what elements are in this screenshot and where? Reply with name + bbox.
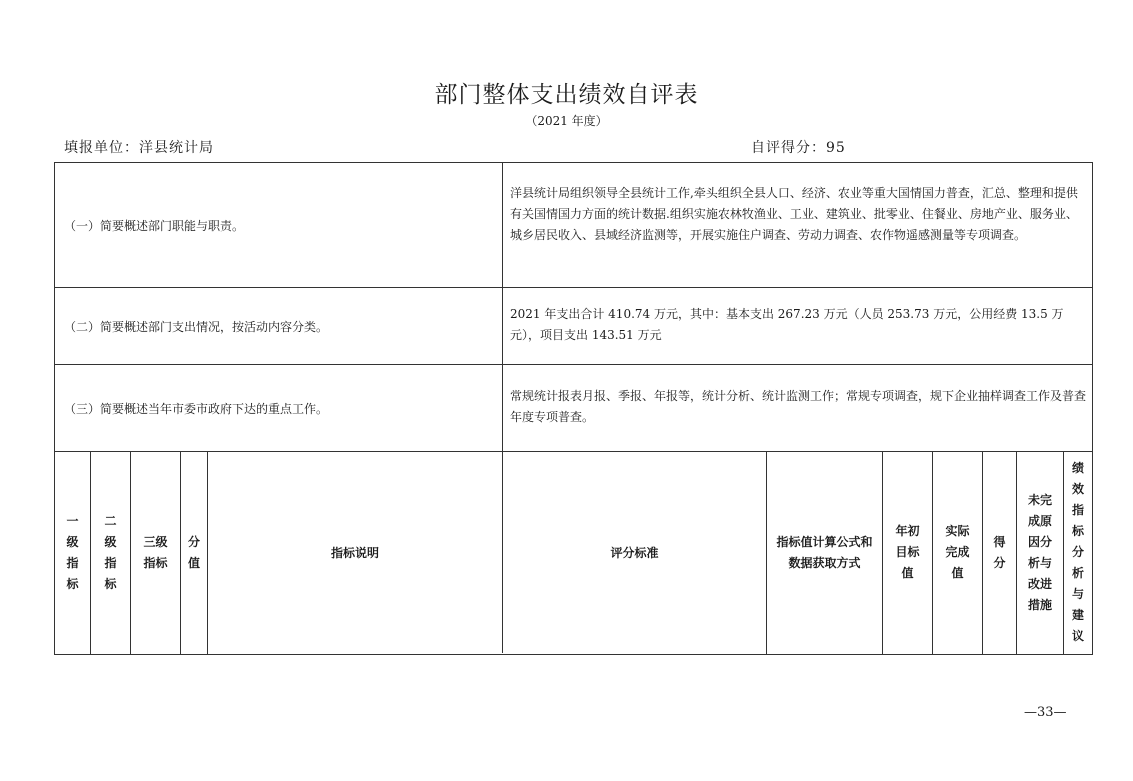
header-actual-value: 实际完成值 [945,524,970,580]
header-level3-indicator: 三级指标 [143,534,168,570]
year-subtitle: （2021 年度） [525,114,608,128]
reporting-unit: 填报单位：洋县统计局 [64,140,214,156]
header-performance-analysis: 绩效指标分析与建议 [1071,461,1084,643]
section-2-label: （二）简要概述部门支出情况，按活动内容分类。 [64,320,329,334]
header-indicator-description: 指标说明 [330,546,379,560]
row-divider [54,287,1093,288]
header-calculation-method: 指标值计算公式和数据获取方式 [776,534,873,570]
section-1-content: 洋县统计局组织领导全县统计工作,牵头组织全县人口、经济、农业等重大国情国力普查，汇总、整理和提供有关国情国力方面的统计数据.组织实施农林牧渔业、工业、建筑业、批零业、住餐业、房地产业、服务业、城乡居民收入、县域经济监测等，开展实施住户调查、劳动力调查、农作物遥感测量等专项调查。 [510,186,1078,242]
section-3-label: （三）简要概述当年市委市政府下达的重点工作。 [64,402,329,416]
section-1-label: （一）简要概述部门职能与职责。 [64,219,245,233]
header-score-value: 分值 [187,534,200,570]
header-target-value: 年初目标值 [895,524,920,580]
section-3-content: 常规统计报表月报、季报、年报等，统计分析、统计监测工作；常规专项调查，规下企业抽样调查工作及普查年度专项普查。 [510,389,1087,424]
self-score: 自评得分：95 [751,140,846,156]
header-level2-indicator: 二级指标 [104,513,117,591]
header-level1-indicator: 一级指标 [66,513,79,591]
row-divider [54,364,1093,365]
page-title: 部门整体支出绩效自评表 [434,82,699,108]
section-2-content: 2021 年支出合计 410.74 万元，其中：基本支出 267.23 万元（人员 253.73 万元，公用经费 13.5 万元），项目支出 143.51 万元 [510,307,1064,342]
page-number: —33— [1024,705,1067,720]
header-scoring-standard: 评分标准 [610,546,659,560]
header-score-obtained: 得分 [993,534,1006,570]
header-reason-analysis: 未完成原因分析与改进措施 [1027,492,1052,612]
